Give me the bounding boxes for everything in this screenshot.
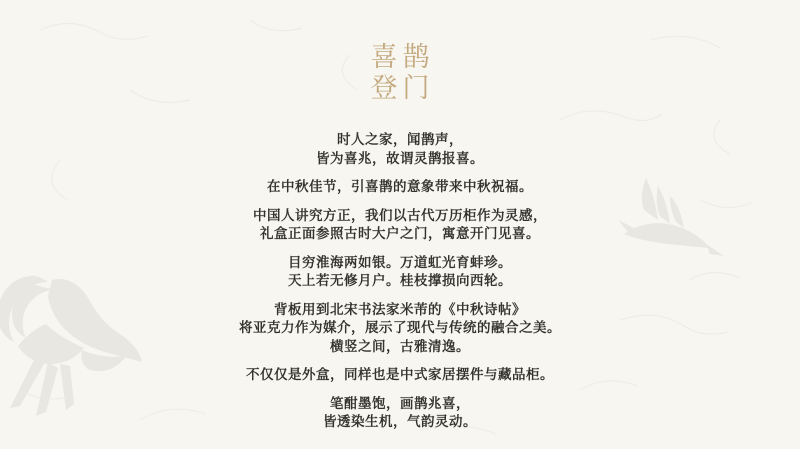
text-line: 笔酣墨饱，画鹊兆喜， [330, 395, 470, 411]
paragraph-mid-autumn-poem [0, 254, 800, 291]
text-line: 不仅仅是外盒，同样也是中式家居摆件与藏品柜。 [246, 367, 554, 382]
text-line: 在中秋佳节，引喜鹊的意象带来中秋祝福。 [267, 179, 533, 194]
text-line: 背板用到北宋书法家米芾的《中秋诗帖》 [274, 301, 526, 317]
paragraph-backboard-calligraphy [0, 301, 800, 357]
slide-body [0, 131, 800, 432]
text-line: 横竖之间，古雅清逸。 [330, 338, 470, 354]
paragraph-festival-blessing [0, 178, 800, 197]
text-line: 将亚克力作为媒介，展示了现代与传统的融合之美。 [239, 320, 561, 335]
text-line: 礼盒正面参照古时大户之门，寓意开门见喜。 [260, 226, 540, 241]
title-line-1: 喜鹊 [370, 42, 435, 72]
slide-title [0, 42, 800, 104]
paragraph-box-design [0, 207, 800, 244]
text-line: 皆透染生机，气韵灵动。 [323, 414, 477, 429]
text-line: 皆为喜兆，故谓灵鹊报喜。 [316, 150, 484, 166]
paragraph-display-cabinet [0, 366, 800, 385]
text-line: 天上若无修月户。桂枝撑损向西轮。 [288, 273, 512, 288]
text-line: 中国人讲究方正，我们以古代万历柜作为灵感， [253, 207, 547, 223]
paragraph-magpie-omen [0, 131, 800, 168]
paragraph-ink-painting [0, 395, 800, 432]
title-line-2: 登门 [370, 73, 435, 103]
text-line: 时人之家，闻鹊声， [337, 132, 463, 147]
text-line: 目穷淮海两如银。万道虹光育蚌珍。 [288, 254, 512, 270]
